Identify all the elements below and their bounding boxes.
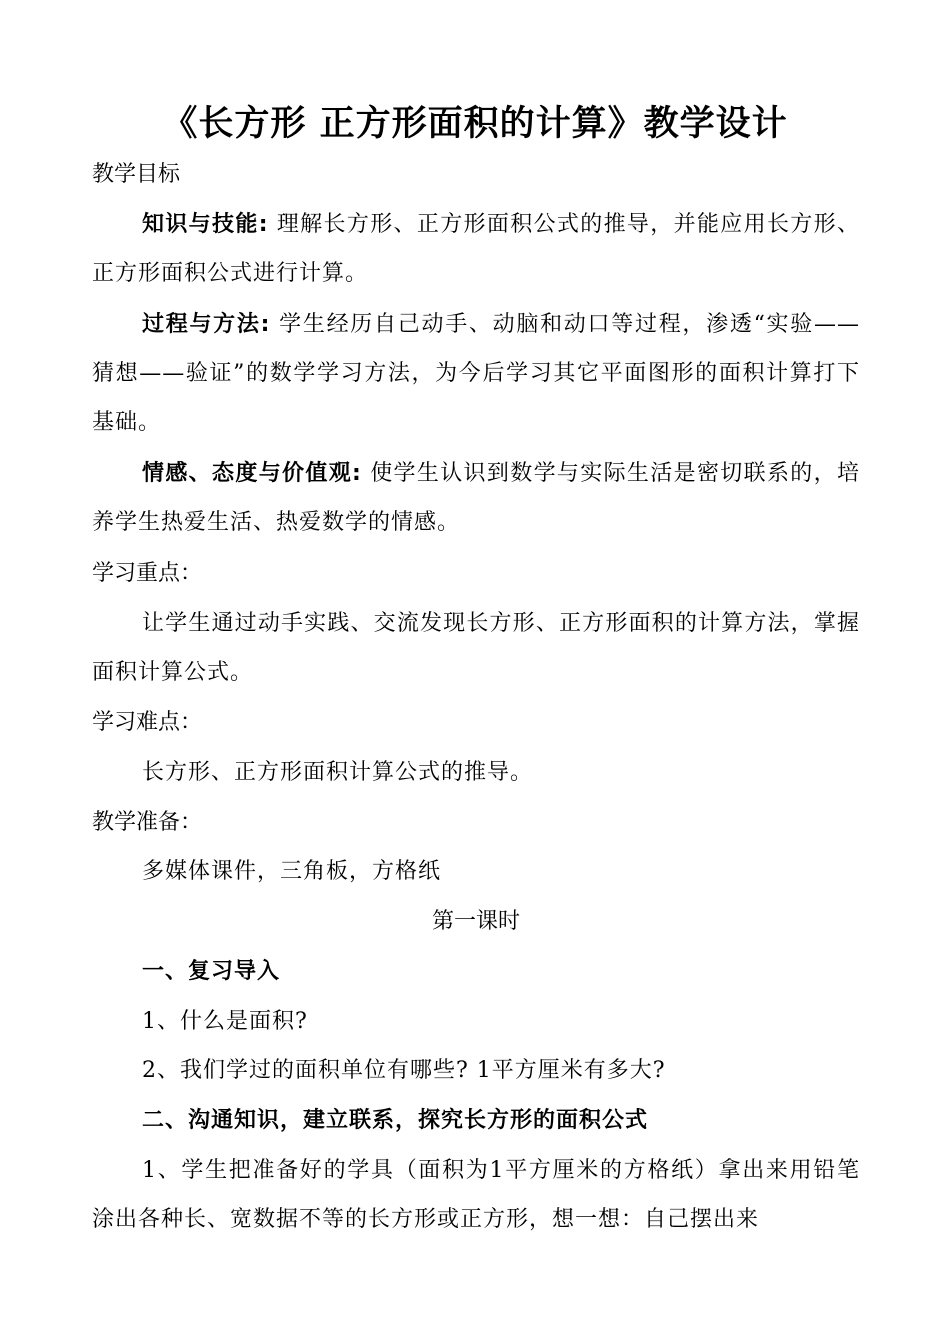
difficulty-text: 长方形、正方形面积计算公式的推导。 [142, 760, 534, 785]
question-2: 2、我们学过的面积单位有哪些? 1平方厘米有多大? [142, 1058, 666, 1083]
preparation-text: 多媒体课件，三角板，方格纸 [142, 859, 442, 884]
objective-emotion [92, 449, 860, 547]
step-1: 1、学生把准备好的学具（面积为1平方厘米的方格纸）拿出来用铅笔涂出各种长、宽数据不等的长方形或正方形，想一想：自己摆出来 [92, 1158, 860, 1232]
lesson-title: 第一课时 [431, 909, 520, 934]
emotion-text: 使学生认识到数学与实际生活是密切联系的，培养学生热爱生活、热爱数学的情感。 [92, 461, 860, 535]
knowledge-text: 理解长方形、正方形面积公式的推导，并能应用长方形、正方形面积公式进行计算。 [92, 212, 860, 286]
key-point-text: 让学生通过动手实践、交流发现长方形、正方形面积的计算方法，掌握面积计算公式。 [92, 611, 860, 685]
question-1: 1、什么是面积? [142, 1009, 308, 1034]
knowledge-label: 知识与技能: [142, 212, 269, 237]
difficulty-heading: 学习难点： [92, 710, 203, 735]
emotion-label: 情感、态度与价值观: [142, 461, 362, 486]
section1-heading: 一、复习导入 [142, 958, 281, 984]
objectives-heading: 教学目标 [92, 162, 181, 187]
objective-knowledge [92, 200, 860, 298]
key-point-heading: 学习重点： [92, 561, 203, 586]
section2-heading: 二、沟通知识，建立联系，探究长方形的面积公式 [142, 1107, 649, 1133]
process-label: 过程与方法: [142, 312, 271, 337]
preparation-heading: 教学准备： [92, 810, 203, 835]
process-text: 学生经历自己动手、动脑和动口等过程，渗透“实验——猜想——验证”的数学学习方法，为今后学习其它平面图形的面积计算打下基础。 [92, 312, 860, 435]
document-title: 《长方形 正方形面积的计算》教学设计 [162, 103, 788, 144]
objective-process [92, 300, 860, 447]
